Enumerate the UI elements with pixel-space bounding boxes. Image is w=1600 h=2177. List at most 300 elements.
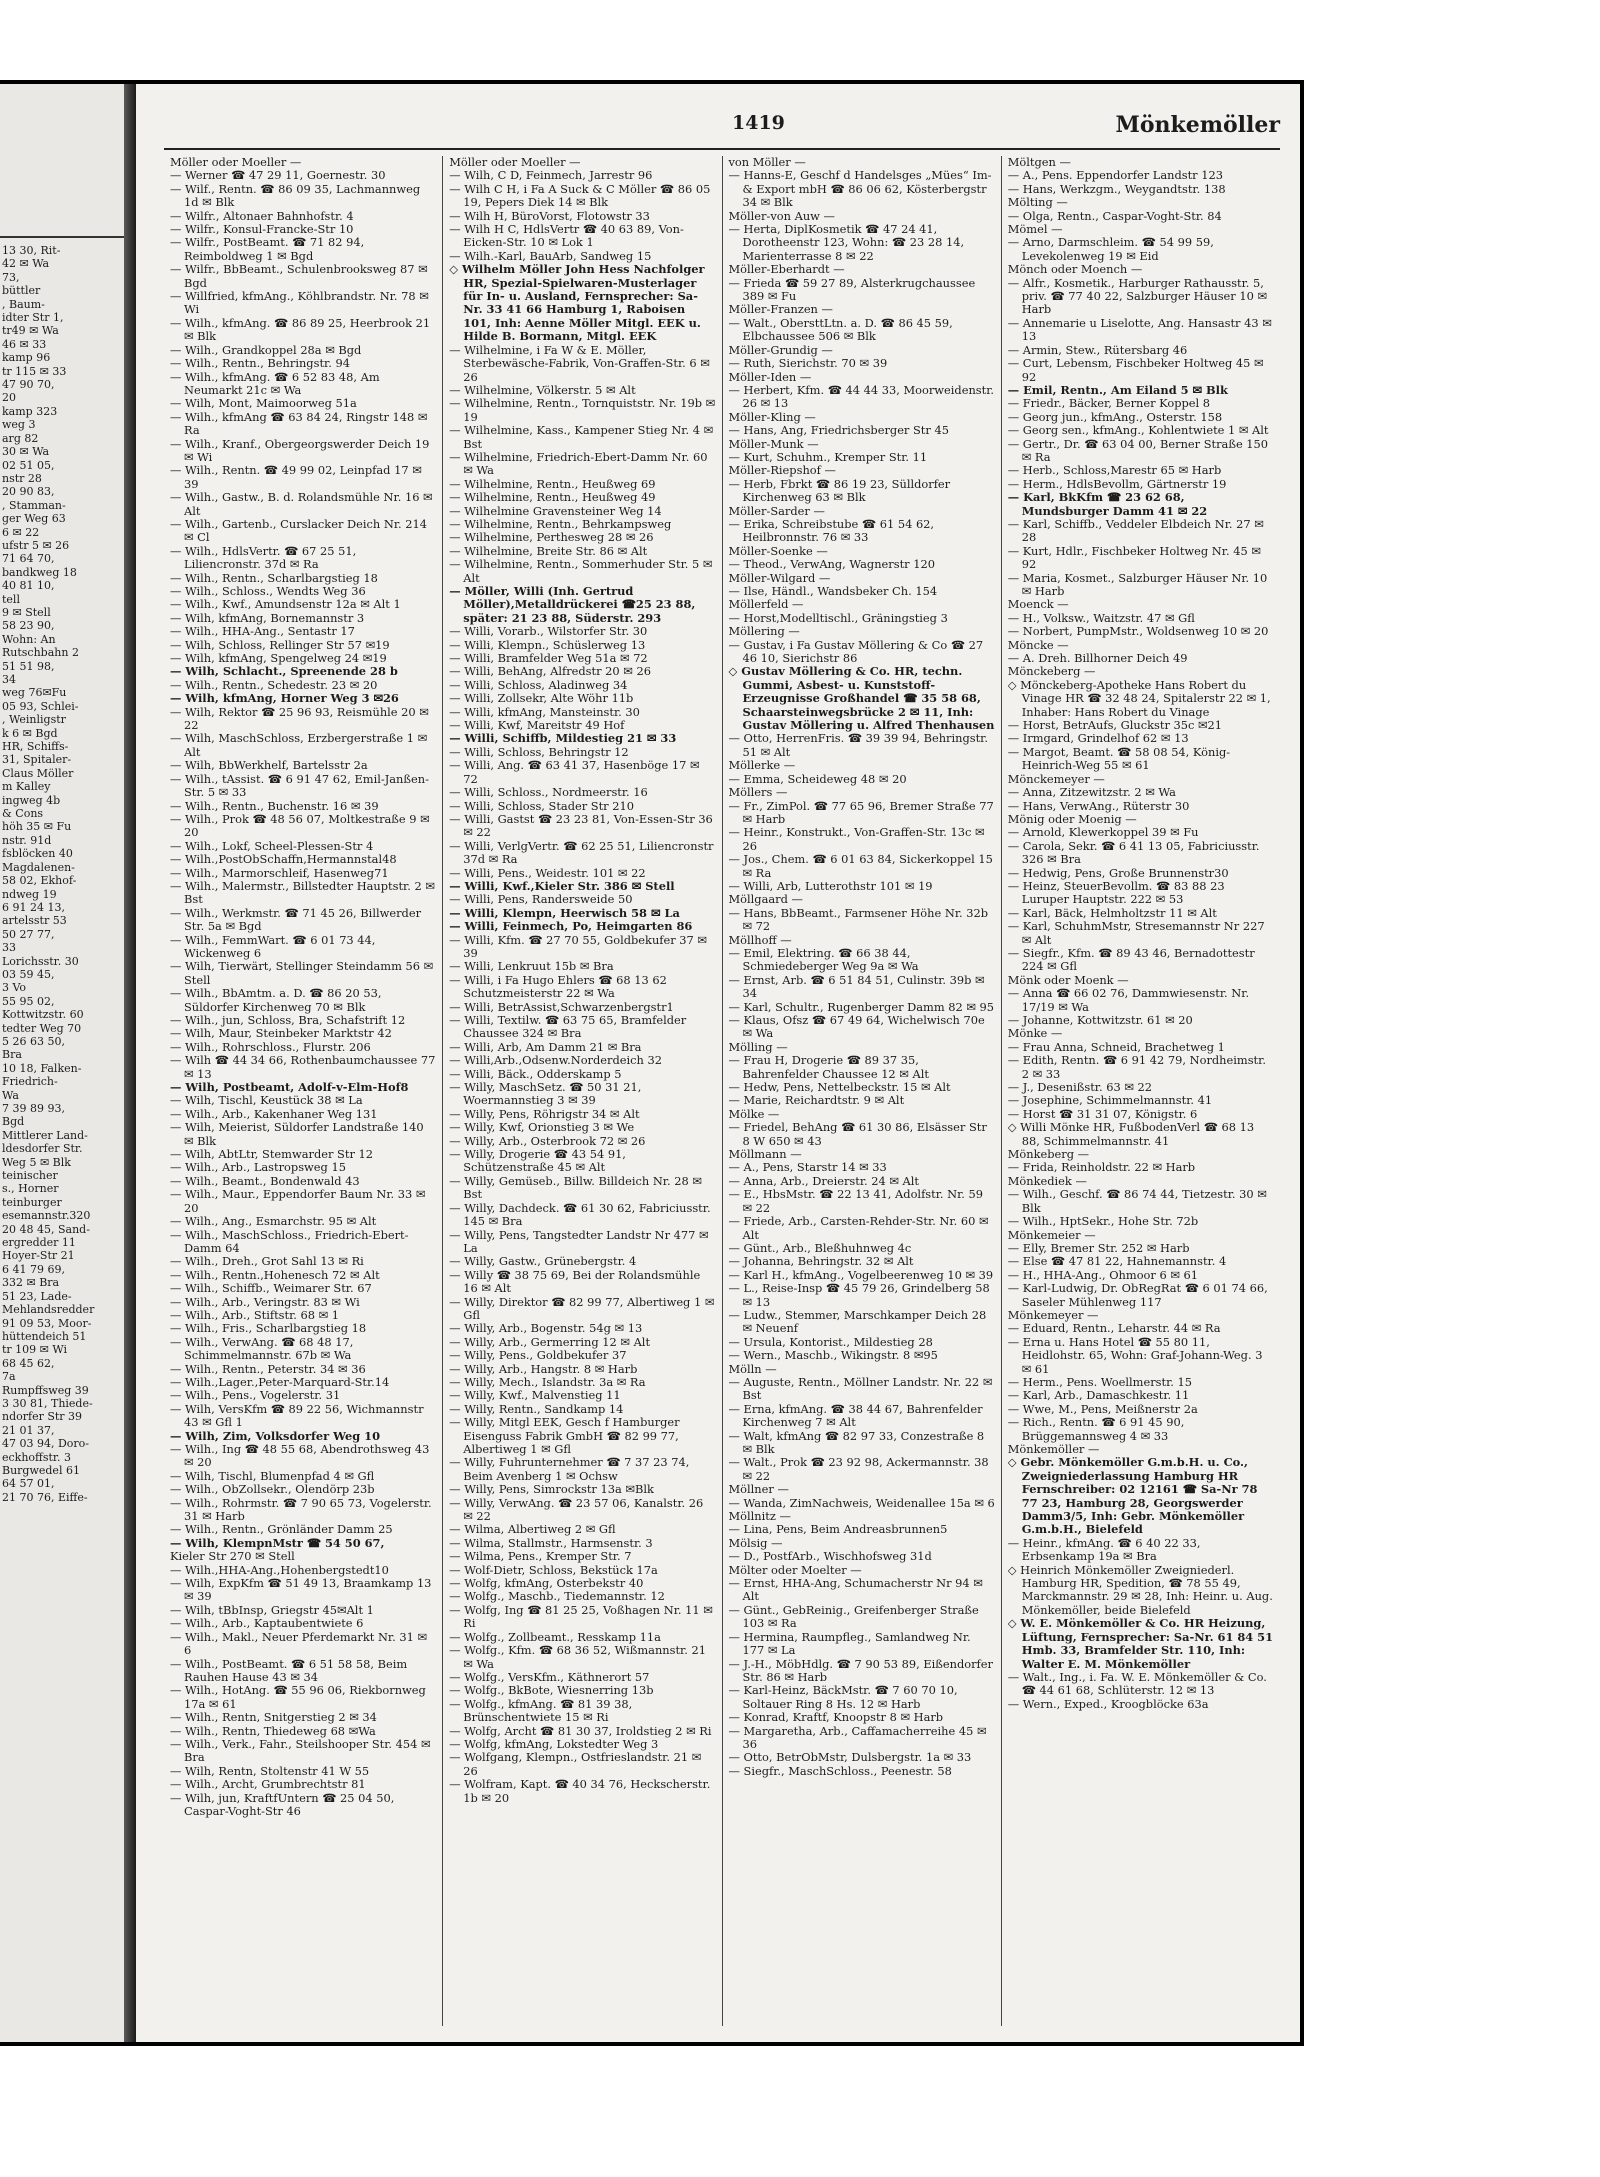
directory-entry: — Wilh, kfmAng, Spengelweg 24 ✉19 (170, 651, 387, 666)
directory-entry: — Willy, Gemüseb., Billw. Billdeich Nr. 28 ✉ Bst (449, 1173, 702, 1202)
directory-entry: — Willi, kfmAng, Mansteinstr. 30 (449, 704, 640, 719)
directory-entry: Möllers — (728, 785, 788, 800)
directory-entry: — Wolfg., Maschb., Tiedemannstr. 12 (449, 1589, 665, 1604)
directory-entry: — Wilh, Tierwärt, Stellinger Steindamm 56 ✉ Stell (170, 959, 434, 987)
directory-entry: — Walt., Ing., i. Fa. W. E. Mönkemöller & Co. ☎ 44 61 68, Schlüterstr. 12 ✉ 13 (1007, 1669, 1267, 1698)
directory-entry: — Günt., Arb., Bleßhuhnweg 4c (728, 1240, 912, 1255)
directory-entry: Mömel — (1007, 222, 1063, 237)
directory-entry: — Wilh., Rentn., Peterstr. 34 ✉ 36 (170, 1361, 366, 1376)
directory-entry: — Ernst, HHA-Ang, Schumacherstr Nr 94 ✉ Alt (728, 1576, 983, 1604)
directory-entry: Möllgaard — (728, 892, 803, 907)
directory-entry: — Willy, Drogerie ☎ 43 54 91, Schützenstraße 45 ✉ Alt (449, 1147, 626, 1175)
directory-entry: — Hedw, Pens, Nettelbeckstr. 15 ✉ Alt (728, 1080, 951, 1095)
directory-entry: — Else ☎ 47 81 22, Hahnemannstr. 4 (1007, 1254, 1227, 1269)
left-fragment-line: 6 41 79 69, (2, 1262, 65, 1276)
directory-entry: — Willi, Gastst ☎ 23 23 81, Von-Essen-Str 36 ✉ 22 (449, 811, 713, 840)
left-fragment-line: Rumpffsweg 39 (2, 1383, 89, 1397)
directory-entry: — Johanna, Behringstr. 32 ✉ Alt (728, 1254, 914, 1269)
directory-entry: — Gustav, i Fa Gustav Möllering & Co ☎ 27 46 10, Sierichstr 86 (728, 637, 984, 666)
left-fragment-line: 21 01 37, (2, 1423, 55, 1437)
left-fragment-line: 40 81 10, (2, 579, 55, 593)
directory-entry: — Wilf., Rentn. ☎ 86 09 35, Lachmannweg 1d ✉ Blk (170, 181, 421, 210)
directory-entry: — Wilh, Tischl, Keustück 38 ✉ La (170, 1093, 363, 1108)
directory-entry: — Wilh, KlempnMstr ☎ 54 50 67, (170, 1535, 385, 1550)
directory-entry: Mönke — (1007, 1026, 1063, 1041)
directory-entry: — Wilh., Arb., Kaptaubentwiete 6 (170, 1616, 364, 1631)
directory-column-2 (443, 156, 722, 2026)
directory-entry: — Wilh, Maur, Steinbeker Marktstr 42 (170, 1026, 392, 1041)
left-fragment-line: 20 48 45, Sand- (2, 1222, 90, 1236)
directory-entry: Mönkediek — (1007, 1173, 1087, 1188)
directory-entry: Möller-Iden — (728, 369, 812, 384)
directory-entry: — Armin, Stew., Rütersbarg 46 (1007, 342, 1188, 357)
directory-entry: — Heinz, SteuerBevollm. ☎ 83 88 23 Luruper Hauptstr. 222 ✉ 53 (1007, 878, 1225, 907)
directory-entry: Mölling — (728, 1039, 788, 1054)
directory-entry: — Willi, Schloss, Stader Str 210 (449, 798, 634, 813)
directory-entry: — Wolfg, Archt ☎ 81 30 37, Iroldstieg 2 ✉ Ri (449, 1723, 712, 1738)
directory-entry: — Emil, Rentn., Am Eiland 5 ✉ Blk (1007, 382, 1228, 397)
directory-entry: — Ruth, Sierichstr. 70 ✉ 39 (728, 356, 888, 371)
directory-entry: Möllhoff — (728, 932, 792, 947)
directory-entry: — Frida, Reinholdstr. 22 ✉ Harb (1007, 1160, 1196, 1175)
left-fragment-line: 46 ✉ 33 (2, 337, 47, 351)
directory-entry: — Wilh., Maur., Eppendorfer Baum Nr. 33 ✉ 20 (170, 1187, 426, 1215)
directory-entry: — Willfried, kfmAng., Köhlbrandstr. Nr. 78 ✉ Wi (170, 289, 429, 317)
directory-entry: — Irmgard, Grindelhof 62 ✉ 13 (1007, 731, 1189, 746)
page-header (164, 112, 1280, 148)
directory-entry: — Willy, Direktor ☎ 82 99 77, Albertiweg 1 ✉ Gfl (449, 1294, 715, 1322)
directory-entry: — Konrad, Kraftf, Knoopstr 8 ✉ Harb (728, 1710, 944, 1725)
directory-entry: — Hedwig, Pens, Große Brunnenstr30 (1007, 865, 1229, 880)
directory-entry: — Ilse, Händl., Wandsbeker Ch. 154 (728, 584, 938, 598)
directory-entry: — Frau Anna, Schneid, Brachetweg 1 (1007, 1039, 1225, 1054)
directory-entry: — Wilh ☎ 44 34 66, Rothenbaumchaussee 77 ✉ 13 (170, 1053, 436, 1081)
directory-entry: — Willi, Vorarb., Wilstorfer Str. 30 (449, 624, 648, 639)
directory-entry: — Hans, Werkzgm., Weygandtstr. 138 (1007, 181, 1226, 196)
directory-entry: Möller-Wilgard — (728, 570, 831, 585)
directory-entry: — Wilh., Arb., Veringstr. 83 ✉ Wi (170, 1294, 360, 1309)
directory-entry: — Willy, Arb., Osterbrook 72 ✉ 26 (449, 1133, 646, 1148)
left-fragment-line: 3 30 81, Thiede- (2, 1396, 93, 1410)
directory-entry: ◇ Gebr. Mönkemöller G.m.b.H. u. Co., Zweigniederlassung Hamburg HR Fernschreiber: 02 12161 ☎ Sa-Nr 78 77 23, Hamburg 28, Georgswerder Damm3/5, Inh: Gebr. Mönkemöller G.m.b.H., Bielefeld (1007, 1455, 1258, 1537)
left-fragment-line: 20 (2, 391, 16, 405)
directory-entry: — Herm., HdlsBevollm, Gärtnerstr 19 (1007, 476, 1227, 491)
left-fragment-line: tell (2, 592, 20, 606)
directory-entry: — Wilh., Rentn, Snitgerstieg 2 ✉ 34 (170, 1710, 377, 1725)
directory-entry: — Horst,Modelltischl., Gräningstieg 3 (728, 610, 948, 625)
left-fragment-line: höh 35 ✉ Fu (2, 820, 72, 834)
directory-entry: — Wilh., Rentn., Schedestr. 23 ✉ 20 (170, 677, 378, 692)
directory-entry: — Wilh., Verk., Fahr., Steilshooper Str. 454 ✉ Bra (170, 1736, 431, 1765)
directory-entry: — A., Pens. Eppendorfer Landstr 123 (1007, 168, 1223, 183)
directory-entry: — Wolfg., Zollbeamt., Resskamp 11a (449, 1629, 661, 1644)
directory-entry: — Frieda ☎ 59 27 89, Alsterkrugchaussee 389 ✉ Fu (728, 275, 976, 304)
directory-entry: — Friedr., Bäcker, Berner Koppel 8 (1007, 396, 1211, 411)
left-fragment-line: tedter Weg 70 (2, 1021, 82, 1035)
directory-entry: — Anna, Arb., Dreierstr. 24 ✉ Alt (728, 1173, 919, 1188)
left-fragment-line: tr49 ✉ Wa (2, 324, 59, 338)
directory-entry: — Erika, Schreibstube ☎ 61 54 62, Heilbronnstr. 76 ✉ 33 (728, 516, 935, 545)
directory-entry: — Fr., ZimPol. ☎ 77 65 96, Bremer Straße 77 ✉ Harb (728, 798, 994, 826)
left-fragment-line: 47 90 70, (2, 378, 55, 392)
directory-entry: — Wilh., Rentn.,Hohenesch 72 ✉ Alt (170, 1267, 380, 1282)
directory-entry: — Wilh., Gastw., B. d. Rolandsmühle Nr. 16 ✉ Alt (170, 490, 433, 518)
directory-entry: Möller-Riepshof — (728, 463, 836, 478)
directory-entry: — Eduard, Rentn., Leharstr. 44 ✉ Ra (1007, 1321, 1221, 1336)
left-fragment-line: 5 26 63 50, (2, 1034, 65, 1048)
directory-entry: — Karl, SchuhmMstr, Stresemannstr Nr 227 ✉ Alt (1007, 919, 1265, 947)
directory-entry: — Willi, i Fa Hugo Ehlers ☎ 68 13 62 Schutzmeisterstr 22 ✉ Wa (449, 972, 667, 1001)
directory-entry: Möllerfeld — (728, 597, 804, 612)
directory-entry: — Wilh., HHA-Ang., Sentastr 17 (170, 624, 355, 639)
directory-entry: — Willi, Pens, Randersweide 50 (449, 892, 633, 907)
directory-entry: — Emil, Elektring. ☎ 66 38 44, Schmiedeberger Weg 9a ✉ Wa (728, 945, 919, 974)
directory-entry: Mönkemeyer — (1007, 1307, 1099, 1322)
directory-entry: — Walt, kfmAng ☎ 82 97 33, Conzestraße 8 ✉ Blk (728, 1428, 985, 1456)
directory-entry: — Theod., VerwAng, Wagnerstr 120 (728, 557, 935, 572)
directory-entry: — Maria, Kosmet., Salzburger Häuser Nr. 10 ✉ Harb (1007, 570, 1268, 598)
directory-entry: — Curt, Lebensm, Fischbeker Holtweg 45 ✉ 92 (1007, 356, 1264, 384)
directory-entry: — Willy, Arb., Bogenstr. 54g ✉ 13 (449, 1321, 643, 1336)
directory-entry: — J., Desenißstr. 63 ✉ 22 (1007, 1080, 1152, 1095)
left-fragment-line: 58 02, Ekhof- (2, 874, 77, 888)
directory-entry: — Wilh, Mont, Maimoorweg 51a (170, 396, 357, 411)
directory-entry: — Wilh., Rentn, Thiedeweg 68 ✉Wa (170, 1723, 376, 1738)
directory-entry: — Wilma, Albertiweg 2 ✉ Gfl (449, 1522, 616, 1537)
directory-entry: Möllering — (728, 624, 800, 639)
directory-entry: — Edith, Rentn. ☎ 6 91 42 79, Nordheimstr. 2 ✉ 33 (1007, 1053, 1266, 1081)
directory-entry: — Wilh, Rektor ☎ 25 96 93, Reismühle 20 ✉ 22 (170, 704, 429, 733)
left-fragment-line: teinburger (2, 1195, 62, 1209)
directory-entry: — Erna, kfmAng. ☎ 38 44 67, Bahrenfelder Kirchenweg 7 ✉ Alt (728, 1401, 983, 1430)
left-fragment-line: s., Horner (2, 1182, 59, 1196)
directory-entry: — Wilh., kfmAng. ☎ 6 52 83 48, Am Neumarkt 21c ✉ Wa (170, 369, 380, 397)
left-fragment-line: 20 90 83, (2, 485, 55, 499)
directory-entry: — Hermina, Raumpfleg., Samlandweg Nr. 177 ✉ La (728, 1629, 971, 1658)
directory-entry: — Willy, MaschSetz. ☎ 50 31 21, Woermannstieg 3 ✉ 39 (449, 1080, 642, 1108)
directory-entry: — Wilhelmine, Völkerstr. 5 ✉ Alt (449, 382, 636, 397)
directory-entry: — Frau H, Drogerie ☎ 89 37 35, Bahrenfelder Chaussee 12 ✉ Alt (728, 1053, 929, 1081)
directory-entry: — Otto, HerrenFris. ☎ 39 39 94, Behringstr. 51 ✉ Alt (728, 731, 988, 759)
directory-entry: — Lina, Pens, Beim Andreasbrunnen5 (728, 1522, 948, 1537)
directory-entry: — Wilh H, BüroVorst, Flotowstr 33 (449, 208, 650, 223)
directory-entry: — Siegfr., Kfm. ☎ 89 43 46, Bernadottestr 224 ✉ Gfl (1007, 945, 1255, 974)
directory-entry: — Wilfr., Konsul-Francke-Str 10 (170, 222, 354, 237)
directory-entry: — Wanda, ZimNachweis, Weidenallee 15a ✉ 6 (728, 1495, 995, 1510)
directory-entry: Mönkemeier — (1007, 1227, 1096, 1242)
left-fragment-line: nstr. 91d (2, 833, 52, 847)
directory-entry: — Willy, Pens, Simrockstr 13a ✉Blk (449, 1482, 654, 1497)
directory-entry: — Wilh., Kwf., Amundsenstr 12a ✉ Alt 1 (170, 597, 401, 612)
left-fragment-line: büttler (2, 284, 41, 298)
directory-entry: — Karl, Arb., Damaschkestr. 11 (1007, 1388, 1190, 1403)
directory-entry: — Wilh., Makl., Neuer Pferdemarkt Nr. 31 ✉ 6 (170, 1629, 428, 1658)
left-fragment-line: 71 64 70, (2, 552, 55, 566)
directory-entry: Möller-Grundig — (728, 342, 833, 357)
directory-entry: — Karl, Bäck, Helmholtzstr 11 ✉ Alt (1007, 905, 1217, 920)
left-fragment-line: tr 115 ✉ 33 (2, 364, 67, 378)
directory-entry: — Günt., GebReinig., Greifenberger Straße 103 ✉ Ra (728, 1602, 979, 1631)
directory-entry: — Ludw., Stemmer, Marschkamper Deich 28 ✉ Neuenf (728, 1307, 987, 1336)
directory-entry: — Wilh., Malermstr., Billstedter Hauptstr. 2 ✉ Bst (170, 878, 435, 907)
left-fragment-line: 64 57 01, (2, 1477, 55, 1491)
left-fragment-line: 7 39 89 93, (2, 1102, 65, 1115)
directory-page (136, 84, 1300, 2042)
directory-entry: — Wilh., Arb., Lastropsweg 15 (170, 1160, 346, 1175)
book-gutter (124, 84, 136, 2042)
directory-entry: Mölsig — (728, 1535, 783, 1550)
directory-entry: — Marie, Reichardtstr. 9 ✉ Alt (728, 1093, 905, 1108)
directory-entry: — Georg sen., kfmAng., Kohlentwiete 1 ✉ Alt (1007, 423, 1269, 438)
directory-entry: — Wilhelmine, Perthesweg 28 ✉ 26 (449, 530, 654, 545)
directory-entry: — Willi, Kwf, Mareitstr 49 Hof (449, 718, 625, 733)
directory-entry: — Willi, Arb, Lutterothstr 101 ✉ 19 (728, 878, 933, 893)
directory-entry: — Ernst, Arb. ☎ 6 51 84 51, Culinstr. 39b ✉ 34 (728, 972, 985, 1001)
directory-entry: — Wern., Exped., Kroogblöcke 63a (1007, 1696, 1209, 1711)
directory-entry: — Wilh, kfmAng, Bornemannstr 3 (170, 610, 365, 625)
directory-entry: — Wilhelmine, Rentn., Tornquiststr. Nr. 19b ✉ 19 (449, 396, 716, 424)
directory-entry: — Wilh.,HHA-Ang.,Hohenbergstedt10 (170, 1562, 389, 1577)
directory-entry: — Wilfr., PostBeamt. ☎ 71 82 94, Reimboldweg 1 ✉ Bgd (170, 235, 365, 263)
directory-entry: — Willi, Feinmech, Po, Heimgarten 86 (449, 919, 693, 934)
directory-entry: — Hans, VerwAng., Rüterstr 30 (1007, 798, 1190, 813)
left-fragment-line: tr 109 ✉ Wi (2, 1343, 68, 1357)
directory-entry: — Wilh., HdlsVertr. ☎ 67 25 51, Liliencronstr. 37d ✉ Ra (170, 543, 357, 572)
directory-entry: — Willy, Arb., Hangstr. 8 ✉ Harb (449, 1361, 638, 1376)
left-page-fragment (0, 84, 124, 2042)
directory-entry: — Wilh., Gartenb., Curslacker Deich Nr. 214 ✉ Cl (170, 516, 428, 545)
directory-entry: — Wilh., Arb., Stiftstr. 68 ✉ 1 (170, 1307, 340, 1322)
directory-entry: — Wilh., kfmAng ☎ 63 84 24, Ringstr 148 ✉ Ra (170, 409, 428, 438)
directory-entry: Mölke — (728, 1106, 780, 1121)
directory-entry: Möller-von Auw — (728, 208, 835, 223)
directory-entry: — Herb, Fbrkt ☎ 86 19 23, Sülldorfer Kirchenweg 63 ✉ Blk (728, 476, 951, 505)
directory-entry: — Karl, Schultr., Rugenberger Damm 82 ✉ 95 (728, 999, 995, 1014)
directory-entry: — Wwe, M., Pens, Meißnerstr 2a (1007, 1401, 1198, 1416)
left-fragment-line: nstr 28 (2, 471, 42, 485)
directory-entry: — Wolfg., Kfm. ☎ 68 36 52, Wißmannstr. 21 ✉ Wa (449, 1643, 706, 1671)
directory-entry: — Willy, VerwAng. ☎ 23 57 06, Kanalstr. 26 ✉ 22 (449, 1495, 704, 1524)
directory-entry: Möllerke — (728, 758, 796, 773)
directory-entry: — Wilma, Stallmstr., Harmsenstr. 3 (449, 1535, 653, 1550)
left-fragment-line: Mehlandsredder (2, 1303, 95, 1317)
directory-entry: — Wilh., Pens., Vogelerstr. 31 (170, 1388, 341, 1403)
directory-entry: — Rich., Rentn. ☎ 6 91 45 90, Brüggemannsweg 4 ✉ 33 (1007, 1415, 1185, 1443)
directory-entry: — Wilh, tBbInsp, Griegstr 45✉Alt 1 (170, 1602, 374, 1617)
left-fragment-line: ldesdorfer Str. (2, 1142, 83, 1156)
left-fragment-line: , Stamman- (2, 498, 66, 512)
directory-entry: — Wilh.-Karl, BauArb, Sandweg 15 (449, 248, 652, 263)
directory-entry: Moenck — (1007, 597, 1069, 612)
directory-entry: — Willy, Gastw., Grünebergstr. 4 (449, 1254, 637, 1269)
left-fragment-line: 68 45 62, (2, 1356, 55, 1370)
directory-entry: — Willi, BetrAssist,Schwarzenbergstr1 (449, 999, 674, 1014)
directory-entry: Mölter oder Moelter — (728, 1562, 862, 1577)
directory-entry: — Wilh., Rentn., Buchenstr. 16 ✉ 39 (170, 798, 379, 813)
directory-entry: Möller-Franzen — (728, 302, 833, 317)
directory-entry: — Wilh., BbAmtm. a. D. ☎ 86 20 53, Süldorfer Kirchenweg 70 ✉ Blk (170, 986, 382, 1014)
directory-entry: — Willi, BehAng, Alfredstr 20 ✉ 26 (449, 664, 651, 679)
directory-entry: — J.-H., MöbHdlg. ☎ 7 90 53 89, Eißendorfer Str. 86 ✉ Harb (728, 1656, 993, 1684)
directory-entry: — Wilh., MaschSchloss., Friedrich-Ebert-Damm 64 (170, 1227, 409, 1255)
directory-entry: — Alfr., Kosmetik., Harburger Rathausstr. 5, priv. ☎ 77 40 22, Salzburger Häuser 10 ✉ Harb (1007, 275, 1268, 317)
directory-entry: — Wilh, Schloss, Rellinger Str 57 ✉19 (170, 637, 390, 652)
left-fragment-line: artelsstr 53 (2, 914, 67, 928)
directory-entry: Möllmann — (728, 1147, 802, 1162)
directory-entry: Mönig oder Moenig — (1007, 811, 1137, 826)
directory-entry: — Olga, Rentn., Caspar-Voght-Str. 84 (1007, 208, 1222, 223)
left-fragment-line: bandkweg 18 (2, 565, 77, 579)
left-fragment-line: ger Weg 63 (2, 512, 66, 526)
directory-entry: — Willy, Pens., Goldbekufer 37 (449, 1348, 627, 1363)
directory-entry: — Wilh, C D, Feinmech, Jarrestr 96 (449, 168, 653, 183)
directory-entry: — Elly, Bremer Str. 252 ✉ Harb (1007, 1240, 1190, 1255)
left-fragment-line: Magdalenen- (2, 860, 75, 874)
directory-entry: — Karl, BkKfm ☎ 23 62 68, Mundsburger Damm 41 ✉ 22 (1007, 490, 1208, 518)
left-fragment-line: 6 ✉ 22 (2, 525, 40, 539)
directory-entry: — H., Volksw., Waitzstr. 47 ✉ Gfl (1007, 610, 1195, 625)
directory-entry: — Anna, Zitzewitzstr. 2 ✉ Wa (1007, 785, 1176, 800)
directory-entry: — Willy, Pens, Röhrigstr 34 ✉ Alt (449, 1106, 640, 1121)
directory-entry: Möller-Sarder — (728, 503, 825, 518)
directory-entry: — Willy, Dachdeck. ☎ 61 30 62, Fabriciusstr. 145 ✉ Bra (449, 1200, 711, 1229)
left-fragment-line: Rutschbahn 2 (2, 646, 79, 660)
directory-entry: — Wilh, Postbeamt, Adolf-v-Elm-Hof8 (170, 1080, 409, 1095)
directory-entry: — L., Reise-Insp ☎ 45 79 26, Grindelberg 58 ✉ 13 (728, 1281, 990, 1309)
directory-entry: — Wilh.,Lager.,Peter-Marquard-Str.14 (170, 1374, 390, 1389)
left-fragment-line: HR, Schiffs- (2, 740, 69, 754)
left-fragment-line: teinischer (2, 1169, 58, 1183)
directory-entry: — Emma, Scheideweg 48 ✉ 20 (728, 771, 907, 786)
left-fragment-line: kamp 96 (2, 351, 51, 365)
directory-entry: — Wolfg, Ing ☎ 81 25 25, Voßhagen Nr. 11 ✉ Ri (449, 1602, 713, 1631)
directory-column-4 (1002, 156, 1280, 2026)
directory-entry: — Josephine, Schimmelmannstr. 41 (1007, 1093, 1213, 1108)
directory-entry: — Wolf-Dietr, Schloss, Bekstück 17a (449, 1562, 658, 1577)
directory-entry: — Willi, Arb, Am Damm 21 ✉ Bra (449, 1039, 642, 1054)
directory-entry: — Wilh, BbWerkhelf, Bartelsstr 2a (170, 758, 368, 773)
directory-entry: — Willi, Bäck., Odderskamp 5 (449, 1066, 622, 1081)
left-fragment-line: 50 27 77, (2, 927, 55, 941)
left-fragment-line: hüttendeich 51 (2, 1329, 87, 1343)
directory-entry: — D., PostfArb., Wischhofsweg 31d (728, 1549, 932, 1564)
directory-entry: — Wilh., HptSekr., Hohe Str. 72b (1007, 1214, 1199, 1229)
directory-entry: — Wilhelmine, Rentn., Heußweg 49 (449, 490, 656, 505)
directory-entry: — Wilh., Marmorschleif, Hasenweg71 (170, 865, 389, 880)
directory-entry: — Kurt, Schuhm., Kremper Str. 11 (728, 449, 928, 464)
left-fragment-line: 332 ✉ Bra (2, 1276, 60, 1290)
directory-entry: — Heinr., Konstrukt., Von-Graffen-Str. 13c ✉ 26 (728, 825, 985, 853)
directory-entry: — Willi, Ang. ☎ 63 41 37, Hasenböge 17 ✉ 72 (449, 758, 700, 786)
directory-entry: — Margaretha, Arb., Caffamacherreihe 45 ✉ 36 (728, 1723, 987, 1751)
directory-entry: — Willy, Mech., Islandstr. 3a ✉ Ra (449, 1374, 646, 1389)
directory-entry: Mönk oder Moenk — (1007, 972, 1129, 987)
directory-entry: — Willi, Klempn, Heerwisch 58 ✉ La (449, 905, 680, 920)
left-fragment-line: kamp 323 (2, 404, 58, 418)
left-fragment-line: Claus Möller (2, 766, 74, 780)
directory-entry: — Wolfg, kfmAng, Lokstedter Weg 3 (449, 1736, 659, 1751)
left-fragment-line: weg 3 (2, 418, 36, 432)
directory-entry: — Wilh, MaschSchloss, Erzbergerstraße 1 ✉ Alt (170, 731, 428, 759)
left-fragment-line: Weg 5 ✉ Blk (2, 1155, 71, 1169)
directory-entry: — Wilh, Meierist, Süldorfer Landstraße 140 ✉ Blk (170, 1120, 424, 1148)
directory-entry: ◇ Mönckeberg-Apotheke Hans Robert du Vinage HR ☎ 32 48 24, Spitalerstr 22 ✉ 1, Inhaber: Hans Robert du Vinage (1007, 677, 1271, 719)
directory-entry: — Wilh., Dreh., Grot Sahl 13 ✉ Ri (170, 1254, 364, 1269)
directory-entry: — Herm., Pens. Woellmerstr. 15 (1007, 1374, 1193, 1389)
directory-entry: — Willy, Mitgl EEK, Gesch f Hamburger Eisenguss Fabrik GmbH ☎ 82 99 77, Albertiweg 1 ✉ Gfl (449, 1415, 680, 1456)
directory-entry: — Wolfg., BkBote, Wiesnerring 13b (449, 1683, 654, 1698)
directory-entry: — Karl-Ludwig, Dr. ObRegRat ☎ 6 01 74 66, Saseler Mühlenweg 117 (1007, 1281, 1268, 1309)
directory-entry: — Willi, VerlgVertr. ☎ 62 25 51, Liliencronstr 37d ✉ Ra (449, 838, 714, 867)
directory-entry: ◇ W. E. Mönkemöller & Co. HR Heizung, Lüftung, Fernsprecher: Sa-Nr. 61 84 51 Hmb. 33, Bramfelder Str. 110, Inh: Walter E. M. Mönkemöller (1007, 1616, 1274, 1671)
directory-entry: — Willi, Schloss, Behringstr 12 (449, 744, 629, 759)
directory-entry: Möller-Soenke — (728, 543, 828, 558)
directory-entry: — Wilh, Schlacht., Spreenende 28 b (170, 664, 398, 679)
left-fragment-line: 10 18, Falken- (2, 1061, 82, 1075)
directory-entry: — Karl H., kfmAng., Vogelbeerenweg 10 ✉ 39 (728, 1267, 994, 1282)
directory-entry: — Arnold, Klewerkoppel 39 ✉ Fu (1007, 825, 1199, 840)
directory-entry: — Wilh., FemmWart. ☎ 6 01 73 44, Wickenweg 6 (170, 932, 376, 960)
directory-entry: Mönch oder Moench — (1007, 262, 1143, 277)
left-fragment-line: 13 30, Rit- (2, 244, 61, 257)
left-fragment-line: 47 03 94, Doro- (2, 1437, 90, 1451)
directory-entry: — Willi, Kwf.,Kieler Str. 386 ✉ Stell (449, 878, 675, 893)
directory-entry: — Wilh., Geschf. ☎ 86 74 44, Tietzestr. 30 ✉ Blk (1007, 1187, 1267, 1215)
directory-entry: — Möller, Willi (Inh. Gertrud Möller),Metalldrückerei ☎25 23 88, später: 21 23 88, Süderstr. 293 (449, 584, 696, 625)
directory-entry: — Willi, Klempn., Schüslerweg 13 (449, 637, 646, 652)
left-fragment-line: Friedrich- (2, 1075, 58, 1089)
directory-entry: — Wilh., Fris., Scharlbargstieg 18 (170, 1321, 367, 1336)
left-fragment-line: Bgd (2, 1115, 25, 1129)
directory-entry: — Willy, Kwf., Malvenstieg 11 (449, 1388, 621, 1403)
directory-entry: — Wilh., Arb., Kakenhaner Weg 131 (170, 1106, 378, 1121)
directory-entry: — Willi, Schiffb, Mildestieg 21 ✉ 33 (449, 731, 677, 746)
directory-entry: — Norbert, PumpMstr., Woldsenweg 10 ✉ 20 (1007, 624, 1269, 639)
directory-entry: — Wilh., Ing ☎ 48 55 68, Abendrothsweg 43 ✉ 20 (170, 1442, 430, 1470)
directory-entry: — Wilh, Rentn, Stoltenstr 41 W 55 (170, 1763, 370, 1778)
directory-entry: — Wilhelmine, Friedrich-Ebert-Damm Nr. 60 ✉ Wa (449, 449, 708, 478)
directory-entry: — Hans, Ang, Friedrichsberger Str 45 (728, 423, 949, 438)
directory-entry: — Willi, Bramfelder Weg 51a ✉ 72 (449, 651, 648, 666)
left-fragment-line: 05 93, Schlei- (2, 699, 79, 713)
left-fragment-line: 3 Vo (2, 981, 27, 995)
left-fragment-line: 9 ✉ Stell (2, 605, 51, 619)
directory-entry: — Siegfr., MaschSchloss., Peenestr. 58 (728, 1763, 952, 1778)
directory-entry: — Wolfg., kfmAng. ☎ 81 39 38, Brünschentwiete 15 ✉ Ri (449, 1696, 633, 1725)
directory-entry: — Auguste, Rentn., Möllner Landstr. Nr. 22 ✉ Bst (728, 1374, 993, 1403)
directory-entry: — Wilh., Rentn., Grönländer Damm 25 (170, 1522, 393, 1537)
directory-entry: Mönkeberg — (1007, 1147, 1090, 1162)
directory-entry: Mölting — (1007, 195, 1068, 210)
left-fragment-line: 91 09 53, Moor- (2, 1316, 92, 1330)
directory-entry: — Wilh C H, i Fa A Suck & C Möller ☎ 86 05 19, Pepers Diek 14 ✉ Blk (449, 181, 711, 210)
directory-column-1 (164, 156, 443, 2026)
directory-entry: — Wilh., kfmAng. ☎ 86 89 25, Heerbrook 21 ✉ Blk (170, 315, 431, 344)
directory-entry: — Wilh., Rohrmstr. ☎ 7 90 65 73, Vogelerstr. 31 ✉ Harb (170, 1495, 432, 1524)
directory-entry: — Friedel, BehAng ☎ 61 30 86, Elsässer Str 8 W 650 ✉ 43 (728, 1120, 987, 1148)
directory-entry: — Walt., Prok ☎ 23 92 98, Ackermannstr. 38 ✉ 22 (728, 1455, 989, 1483)
left-fragment-line: 03 59 45, (2, 967, 55, 981)
left-fragment-line: 42 ✉ Wa (2, 257, 50, 271)
directory-entry: — Wilh, ExpKfm ☎ 51 49 13, Braamkamp 13 ✉ 39 (170, 1576, 432, 1604)
directory-entry: — Wilh., Schiffb., Weimarer Str. 67 (170, 1281, 372, 1296)
directory-entry: — Hans, BbBeamt., Farmsener Höhe Nr. 32b ✉ 72 (728, 905, 989, 934)
directory-entry: — Wilhelmine, Kass., Kampener Stieg Nr. 4 ✉ Bst (449, 423, 714, 451)
left-fragment-line: 73, (2, 270, 20, 284)
directory-entry: — Ursula, Kontorist., Mildestieg 28 (728, 1334, 933, 1349)
directory-entry: — Wilh., Kranf., Obergeorgswerder Deich 19 ✉ Wi (170, 436, 430, 464)
directory-entry: — Wilhelmine, Rentn., Heußweg 69 (449, 476, 656, 491)
